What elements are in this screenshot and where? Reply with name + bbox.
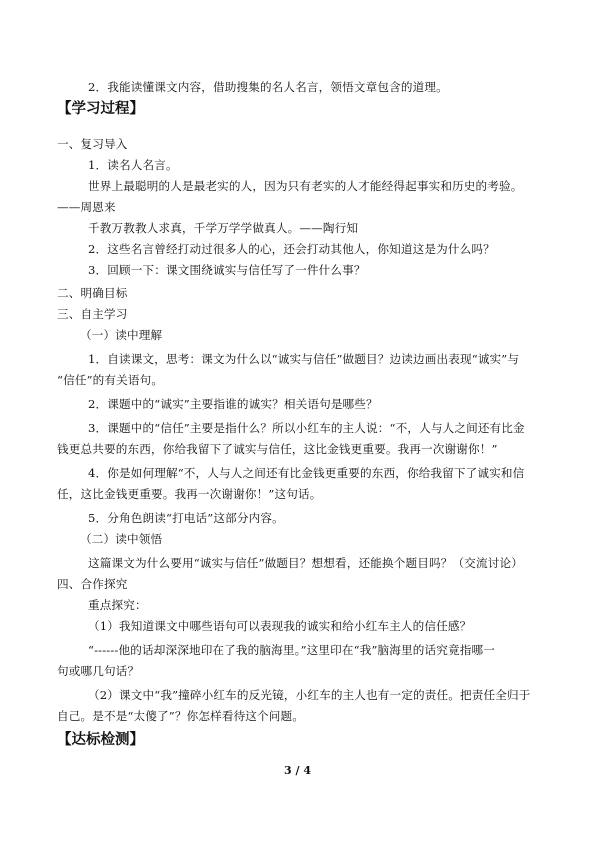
learning-goal-2: 2．我能读懂课文内容，借助搜集的名人名言，领悟文章包含的道理。 bbox=[88, 80, 448, 94]
quote-zhou-line1: 世界上最聪明的人是最老实的人，因为只有老实的人才能经得起事实和历史的考验。 bbox=[88, 179, 523, 193]
part1-item2: 2．这些名言曾经打动过很多人的心，还会打动其他人，你知道这是为什么吗？ bbox=[88, 242, 495, 256]
part2-title: 二、明确目标 bbox=[57, 286, 128, 300]
sub1-q4-line1: 4．你是如何理解“不，人与人之间还有比金钱更重要的东西，你给我留下了诚实和信 bbox=[88, 466, 525, 480]
sub1-q5: 5．分角色朗读“打电话”这部分内容。 bbox=[88, 511, 284, 525]
sub2-title: （二）读中领悟 bbox=[80, 532, 163, 546]
sub1-q4-line2: 任，这比金钱更重要。我再一次谢谢你！”这句话。 bbox=[57, 487, 322, 501]
page-number: 3 / 4 bbox=[284, 764, 311, 777]
part1-item1: 1．读名人名言。 bbox=[88, 158, 178, 172]
sub1-q3-line1: 3．课题中的“信任”主要是指什么？所以小红车的主人说：“不，人与人之间还有比金 bbox=[88, 421, 525, 435]
part3-title: 三、自主学习 bbox=[57, 307, 128, 321]
part4-p1: （1）我知道课文中哪些语句可以表现我的诚实和给小红车主人的信任感？ bbox=[88, 619, 472, 633]
sub1-q1-line2: “信任”的有关语句。 bbox=[57, 373, 164, 387]
sub1-title: （一）读中理解 bbox=[80, 328, 163, 342]
quote-tao: 千教万教教人求真，千学万学学做真人。——陶行知 bbox=[88, 221, 359, 235]
part1-item3: 3．回顾一下：课文围绕诚实与信任写了一件什么事？ bbox=[88, 263, 366, 277]
part4-p1-quote-line2: 句或哪几句话？ bbox=[57, 664, 140, 678]
heading-assessment: 【达标检测】 bbox=[57, 732, 144, 748]
part4-p1-quote-line1: “------他的话却深深地印在了我的脑海里。”这里印在“我”脑海里的话究竟指哪一 bbox=[88, 643, 495, 657]
sub2-text: 这篇课文为什么要用“诚实与信任”做题目？想想看，还能换个题目吗？（交流讨论） bbox=[88, 556, 523, 570]
part4-title: 四、合作探究 bbox=[57, 577, 128, 591]
part1-title: 一、复习导入 bbox=[57, 137, 128, 151]
quote-zhou-line2: ——周恩来 bbox=[57, 200, 116, 214]
part4-p2-line2: 自己。是不是“太傻了”？你怎样看待这个问题。 bbox=[57, 709, 305, 723]
sub1-q2: 2．课题中的“诚实”主要指谁的诚实？相关语句是哪些？ bbox=[88, 397, 378, 411]
heading-learning-process: 【学习过程】 bbox=[57, 101, 144, 117]
sub1-q1-line1: 1．自读课文，思考：课文为什么以“诚实与信任”做题目？边读边画出表现“诚实”与 bbox=[88, 352, 520, 366]
part4-focus: 重点探究： bbox=[88, 598, 147, 612]
sub1-q3-line2: 钱更总共要的东西，你给我留下了诚实与信任，这比金钱更重要。我再一次谢谢你！” bbox=[57, 442, 498, 456]
part4-p2-line1: （2）课文中“我”撞碎小红车的反光镜，小红车的主人也有一定的责任。把责任全归于 bbox=[88, 688, 531, 702]
